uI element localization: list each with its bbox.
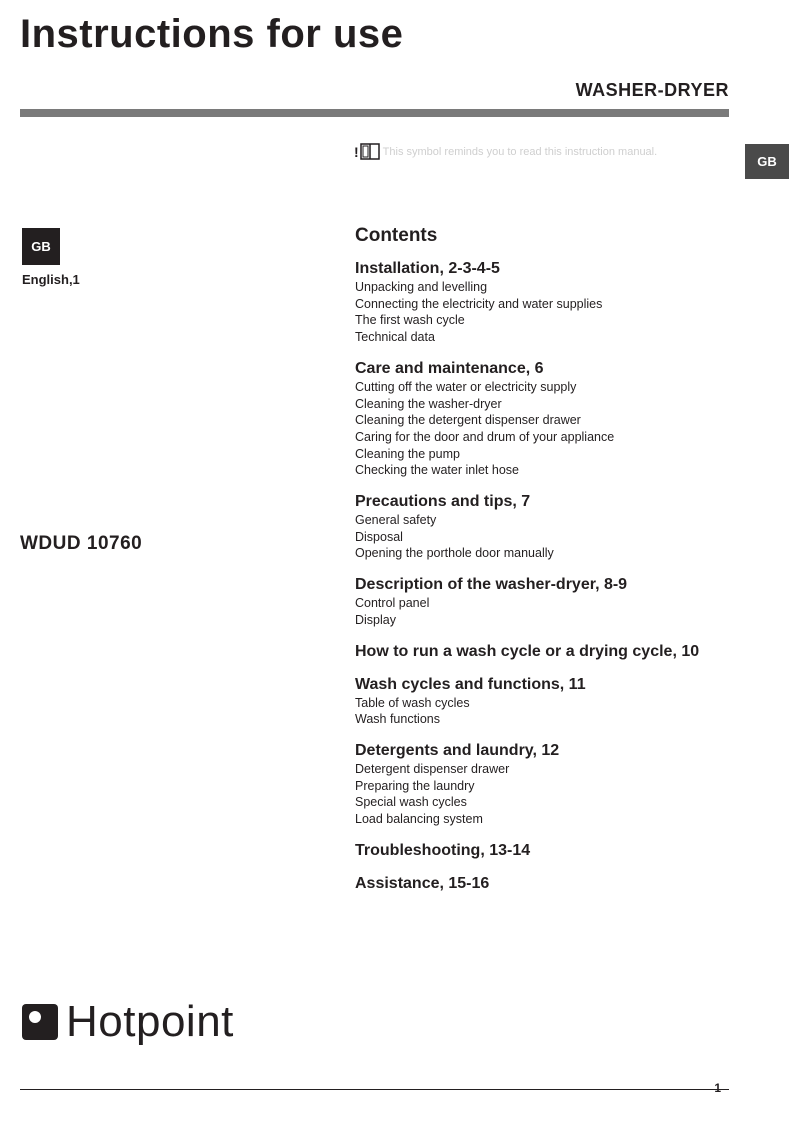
section-item: Control panel (355, 596, 430, 611)
section-title: Detergents and laundry, 12 (355, 741, 560, 759)
section-items (355, 279, 735, 346)
section-item: Wash functions (355, 712, 440, 727)
contents-section (355, 575, 735, 628)
section-item: Cleaning the detergent dispenser drawer (355, 413, 581, 428)
page-number: 1 (714, 1081, 721, 1095)
section-title: Care and maintenance, 6 (355, 359, 544, 377)
brand-name: Hotpoint (66, 997, 234, 1046)
top-divider (20, 109, 729, 117)
reminder-text: This symbol reminds you to read this instruction manual. (382, 145, 658, 158)
section-title: Assistance, 15-16 (355, 874, 490, 892)
contents-section (355, 492, 735, 562)
contents-section (355, 359, 735, 479)
book-icon (360, 143, 380, 160)
table-of-contents (355, 225, 735, 907)
section-item: Opening the porthole door manually (355, 546, 554, 561)
bottom-divider (20, 1089, 729, 1090)
section-items (355, 512, 735, 562)
section-item: The first wash cycle (355, 313, 465, 328)
section-item: Disposal (355, 529, 403, 544)
section-title: Troubleshooting, 13-14 (355, 841, 531, 859)
contents-section (355, 874, 735, 894)
section-title: Installation, 2-3-4-5 (355, 260, 500, 277)
section-items (355, 379, 735, 479)
document-subtitle: WASHER-DRYER (575, 80, 729, 100)
section-item: Detergent dispenser drawer (355, 761, 510, 776)
language-label: English,1 (22, 272, 80, 287)
contents-sections (355, 259, 735, 894)
section-title: Precautions and tips, 7 (355, 493, 531, 511)
language-side-tab: GB (745, 144, 789, 179)
section-item: Technical data (355, 330, 435, 345)
hotpoint-logo-icon (22, 1004, 58, 1040)
section-item: Special wash cycles (355, 795, 467, 810)
contents-section (355, 675, 735, 728)
contents-section (355, 642, 735, 662)
section-item: Cleaning the washer-dryer (355, 396, 502, 411)
section-title: Wash cycles and functions, 11 (355, 675, 586, 693)
manual-reminder (354, 143, 657, 160)
document-title: Instructions for use (20, 12, 404, 56)
section-title: Description of the washer-dryer, 8-9 (355, 576, 628, 594)
section-item: Cleaning the pump (355, 446, 460, 461)
section-item: Display (355, 612, 396, 627)
section-items (355, 695, 735, 728)
language-badge: GB (22, 228, 60, 265)
contents-section (355, 259, 735, 346)
contents-heading: Contents (355, 225, 438, 246)
section-items (355, 595, 735, 628)
model-number: WDUD 10760 (20, 533, 143, 554)
section-items (355, 761, 735, 828)
section-item: Caring for the door and drum of your appliance (355, 429, 615, 444)
section-title: How to run a wash cycle or a drying cycle, 10 (355, 642, 700, 660)
section-item: Checking the water inlet hose (355, 463, 519, 478)
section-item: General safety (355, 513, 437, 528)
section-item: Preparing the laundry (355, 778, 475, 793)
section-item: Table of wash cycles (355, 695, 470, 710)
section-item: Connecting the electricity and water supplies (355, 296, 603, 311)
contents-section (355, 841, 735, 861)
section-item: Load balancing system (355, 812, 483, 827)
section-item: Unpacking and levelling (355, 280, 488, 294)
brand-logo (22, 998, 234, 1046)
contents-section (355, 741, 735, 828)
warning-mark: ! (354, 143, 359, 160)
section-item: Cutting off the water or electricity supply (355, 379, 577, 394)
